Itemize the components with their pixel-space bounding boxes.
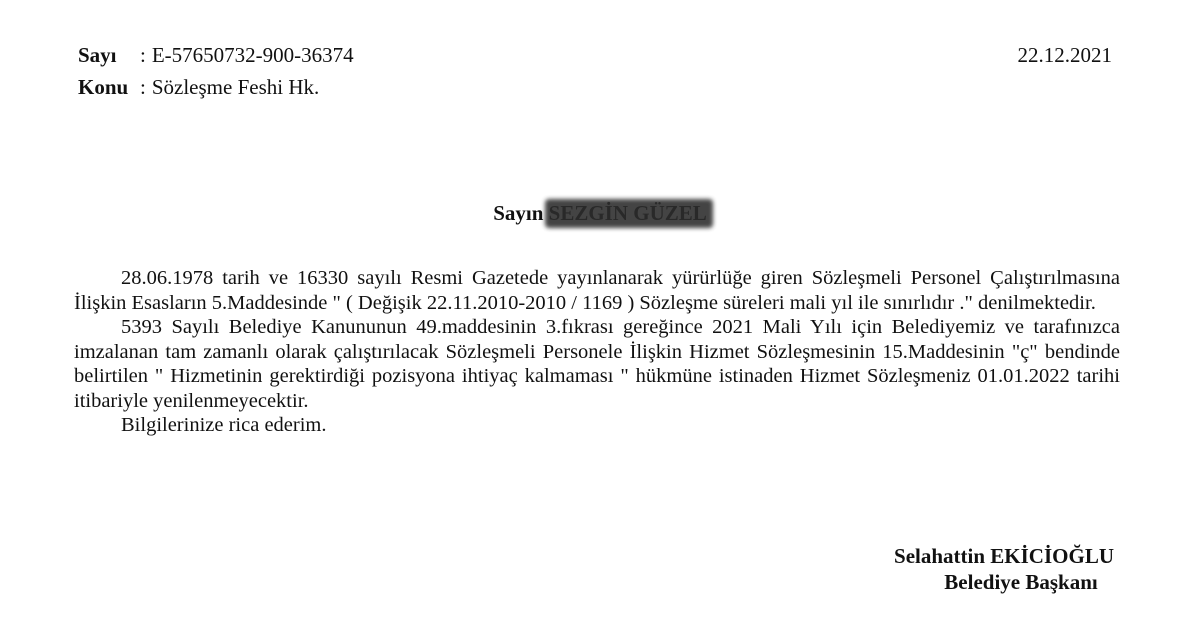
- subject-separator: :: [140, 75, 146, 99]
- subject-row: [78, 74, 319, 100]
- signatory-title: Belediye Başkanı: [944, 570, 1098, 594]
- letter-body: [74, 266, 1120, 438]
- body-paragraph-2: 5393 Sayılı Belediye Kanununun 49.maddesinin 3.fıkrası gereğince 2021 Mali Yılı için Belediyemiz ve tarafınızca imzalanan tam zamanlı olarak çalıştırılacak Sözleşmeli Personele İlişkin Hizmet Sözleşmesinin 15.Maddesinin "ç" bendinde belirtilen " Hizmetinin gerektirdiği pozisyona ihtiyaç kalmaması " hükmüne istinaden Hizmet Sözleşmeniz 01.01.2022 tarihi itibariyle yenilenmeyecektir.: [74, 316, 1120, 412]
- reference-number-label: Sayı: [78, 43, 117, 67]
- document-date: 22.12.2021: [1017, 43, 1112, 67]
- redaction-mark: [545, 199, 713, 228]
- subject-label: Konu: [78, 75, 129, 99]
- reference-number-separator: :: [140, 43, 146, 67]
- subject-value: Sözleşme Feshi Hk.: [151, 75, 320, 99]
- closing-line: Bilgilerinize rica ederim.: [121, 414, 327, 436]
- recipient-name: [549, 200, 707, 226]
- signature-block: [894, 543, 1114, 595]
- signatory-name: Selahattin EKİCİOĞLU: [894, 544, 1114, 568]
- body-paragraph-1: 28.06.1978 tarih ve 16330 sayılı Resmi Gazetede yayınlanarak yürürlüğe giren Sözleşmeli Personel Çalıştırılmasına İlişkin Esasların 5.Maddesinde " ( Değişik 22.11.2010-2010 / 1169 ) Sözleşme süreleri mali yıl ile sınırlıdır ." denilmektedir.: [74, 267, 1120, 314]
- reference-number-value: E-57650732-900-36374: [151, 43, 354, 67]
- reference-number-row: [78, 42, 354, 68]
- salutation-prefix: Sayın: [493, 201, 544, 225]
- salutation: [0, 200, 1200, 226]
